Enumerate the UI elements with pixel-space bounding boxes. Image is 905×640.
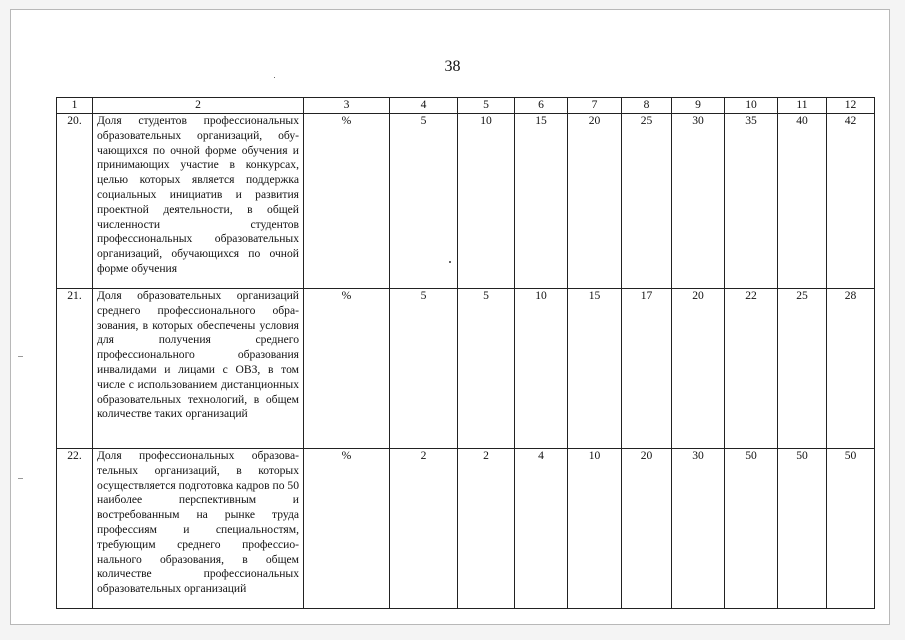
unit-cell: % (304, 114, 390, 289)
value-cell: 15 (515, 114, 568, 289)
value-cell: 40 (778, 114, 827, 289)
value-cell: 20 (622, 449, 672, 609)
value-cell: 30 (672, 114, 725, 289)
value-cell: 50 (827, 449, 875, 609)
column-header: 11 (778, 98, 827, 114)
column-header: 5 (458, 98, 515, 114)
column-header: 2 (93, 98, 304, 114)
value-cell: 42 (827, 114, 875, 289)
indicator-description: Доля студентов профессиональных образовательных организаций, обучающихся по очной форме обучения и принимающих участие в конкурсах, целью которых является поддержка социальных инициатив и развития проектной деятельности, в общей численности студентов профессиональных образовательных организаций, обучающихся по очной форме обучения (93, 114, 304, 289)
unit-cell: % (304, 449, 390, 609)
value-cell: 10 (568, 449, 622, 609)
column-header: 1 (57, 98, 93, 114)
value-cell: 35 (725, 114, 778, 289)
row-number: 21. (57, 289, 93, 449)
unit-cell: % (304, 289, 390, 449)
scan-speck (449, 261, 451, 263)
scan-mark (18, 356, 23, 357)
value-cell: 5 (390, 114, 458, 289)
value-cell: 2 (390, 449, 458, 609)
value-cell: 30 (672, 449, 725, 609)
column-header: 9 (672, 98, 725, 114)
value-cell: 50 (778, 449, 827, 609)
value-cell: 2 (458, 449, 515, 609)
indicator-description: Доля образовательных организаций среднего профессионального образования, в которых обеспечены условия для получения среднего профессионального образования инвалидами и лицами с ОВЗ, в том числе с использованием дистанционных образовательных технологий, в общем количестве таких организаций (93, 289, 304, 449)
value-cell: 10 (515, 289, 568, 449)
value-cell: 20 (672, 289, 725, 449)
column-header: 3 (304, 98, 390, 114)
indicator-description: Доля профессиональных образовательных организаций, в которых осуществляется подготовка кадров по 50 наиболее перспективным и востребованным на рынке труда профессиям и специальностям, требующим среднего профессионального образования, в общем количестве профессиональных образовательных организаций (93, 449, 304, 609)
value-cell: 4 (515, 449, 568, 609)
value-cell: 10 (458, 114, 515, 289)
table-header-row (57, 98, 875, 114)
value-cell: 15 (568, 289, 622, 449)
column-header: 6 (515, 98, 568, 114)
value-cell: 22 (725, 289, 778, 449)
column-header: 8 (622, 98, 672, 114)
value-cell: 50 (725, 449, 778, 609)
column-header: 7 (568, 98, 622, 114)
value-cell: 5 (390, 289, 458, 449)
value-cell: 28 (827, 289, 875, 449)
row-number: 20. (57, 114, 93, 289)
table-row (57, 289, 875, 449)
value-cell: 20 (568, 114, 622, 289)
indicator-table (56, 97, 875, 609)
column-header: 10 (725, 98, 778, 114)
value-cell: 17 (622, 289, 672, 449)
table-row (57, 114, 875, 289)
scan-speck (274, 77, 275, 78)
page-number: 38 (444, 58, 461, 75)
value-cell: 5 (458, 289, 515, 449)
table-row (57, 449, 875, 609)
scan-mark (18, 478, 23, 479)
value-cell: 25 (622, 114, 672, 289)
value-cell: 25 (778, 289, 827, 449)
column-header: 4 (390, 98, 458, 114)
column-header: 12 (827, 98, 875, 114)
row-number: 22. (57, 449, 93, 609)
